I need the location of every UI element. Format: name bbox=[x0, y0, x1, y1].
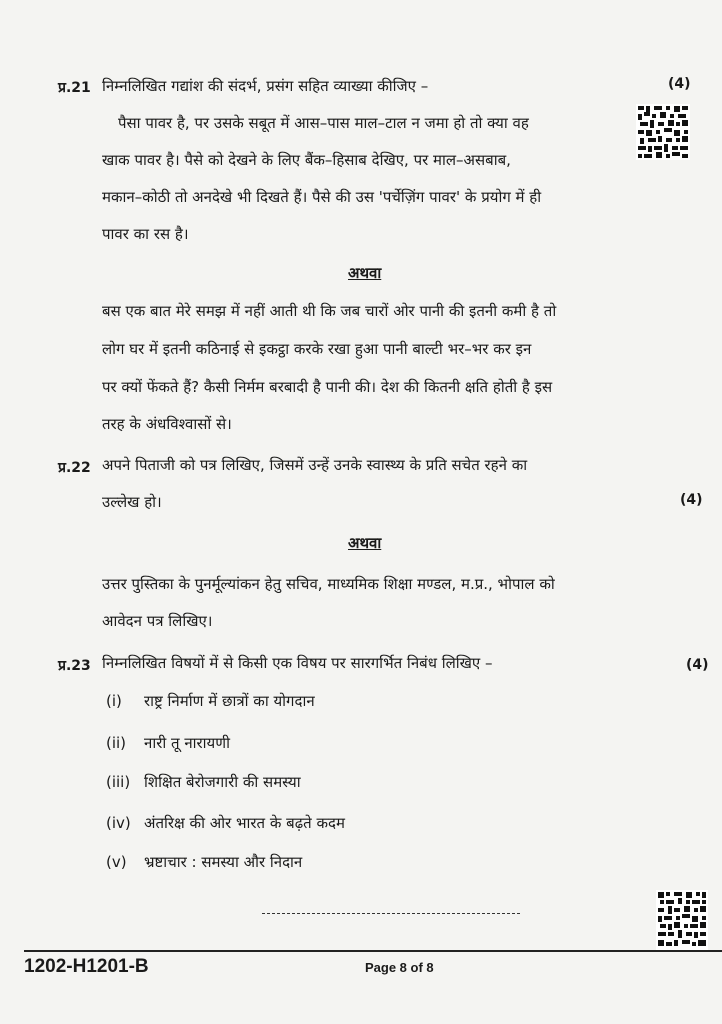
q21-passage-line-1: पैसा पावर है, पर उसके सबूत में आस–पास माल–टाल न जमा हो तो क्या वह bbox=[118, 114, 529, 132]
q21-alt-line-4: तरह के अंधविश्वासों से। bbox=[102, 415, 232, 433]
qr-code-bottom bbox=[656, 890, 708, 950]
topic-2-number: (ii) bbox=[106, 734, 127, 752]
q21-alt-line-2: लोग घर में इतनी कठिनाई से इकट्ठा करके रखा हुआ पानी बाल्टी भर–भर कर इन bbox=[102, 340, 532, 358]
question-23-prompt: निम्नलिखित विषयों में से किसी एक विषय पर सारगर्भित निबंध लिखिए – bbox=[102, 654, 493, 672]
topic-5-text: भ्रष्टाचार : समस्या और निदान bbox=[144, 853, 303, 871]
q22-alt-line-1: उत्तर पुस्तिका के पुनर्मूल्यांकन हेतु सचिव, माध्यमिक शिक्षा मण्डल, म.प्र., भोपाल को bbox=[102, 575, 555, 593]
question-21-prompt: निम्नलिखित गद्यांश की संदर्भ, प्रसंग सहित व्याख्या कीजिए – bbox=[102, 77, 429, 95]
question-22-line-1: अपने पिताजी को पत्र लिखिए, जिसमें उन्हें उनके स्वास्थ्य के प्रति सचेत रहने का bbox=[102, 456, 528, 474]
q21-alt-line-3: पर क्यों फेंकते हैं? कैसी निर्मम बरबादी है पानी की। देश की कितनी क्षति होती है इस bbox=[102, 378, 553, 396]
question-22-line-2: उल्लेख हो। bbox=[102, 493, 162, 511]
qr-code-bottom-icon bbox=[656, 890, 708, 950]
page-number: Page 8 of 8 bbox=[365, 960, 434, 975]
topic-4-number: (iv) bbox=[106, 814, 131, 832]
q21-alt-line-1: बस एक बात मेरे समझ में नहीं आती थी कि जब चारों ओर पानी की इतनी कमी है तो bbox=[102, 302, 557, 320]
q21-or-label: अथवा bbox=[348, 264, 382, 282]
q22-alt-line-2: आवेदन पत्र लिखिए। bbox=[102, 612, 213, 630]
paper-code: 1202-H1201-B bbox=[24, 956, 149, 977]
topic-3-number: (iii) bbox=[106, 773, 131, 791]
topic-1-text: राष्ट्र निर्माण में छात्रों का योगदान bbox=[144, 692, 315, 710]
question-number-23: प्र.23 bbox=[58, 658, 91, 674]
q22-or-label: अथवा bbox=[348, 534, 382, 552]
topic-2-text: नारी तू नारायणी bbox=[144, 734, 230, 752]
question-number-21: प्र.21 bbox=[58, 80, 91, 96]
q21-passage-line-3: मकान–कोठी तो अनदेखे भी दिखते हैं। पैसे की उस 'पर्चेज़िंग पावर' के प्रयोग में ही bbox=[102, 188, 542, 206]
topic-4-text: अंतरिक्ष की ओर भारत के बढ़ते कदम bbox=[144, 814, 345, 832]
q21-passage-line-4: पावर का रस है। bbox=[102, 225, 189, 243]
footer-divider bbox=[24, 950, 722, 952]
question-23-marks: (4) bbox=[686, 657, 709, 673]
question-22-marks: (4) bbox=[680, 492, 703, 508]
qr-code-top-icon bbox=[636, 104, 690, 160]
topic-1-number: (i) bbox=[106, 692, 122, 710]
question-21-marks: (4) bbox=[668, 76, 691, 92]
topic-3-text: शिक्षित बेरोजगारी की समस्या bbox=[144, 773, 301, 791]
question-number-22: प्र.22 bbox=[58, 460, 91, 476]
q21-passage-line-2: खाक पावर है। पैसे को देखने के लिए बैंक–हिसाब देखिए, पर माल–असबाब, bbox=[102, 151, 511, 169]
end-dashed-line bbox=[262, 913, 520, 914]
qr-code-top bbox=[636, 104, 690, 160]
topic-5-number: (v) bbox=[106, 853, 127, 871]
